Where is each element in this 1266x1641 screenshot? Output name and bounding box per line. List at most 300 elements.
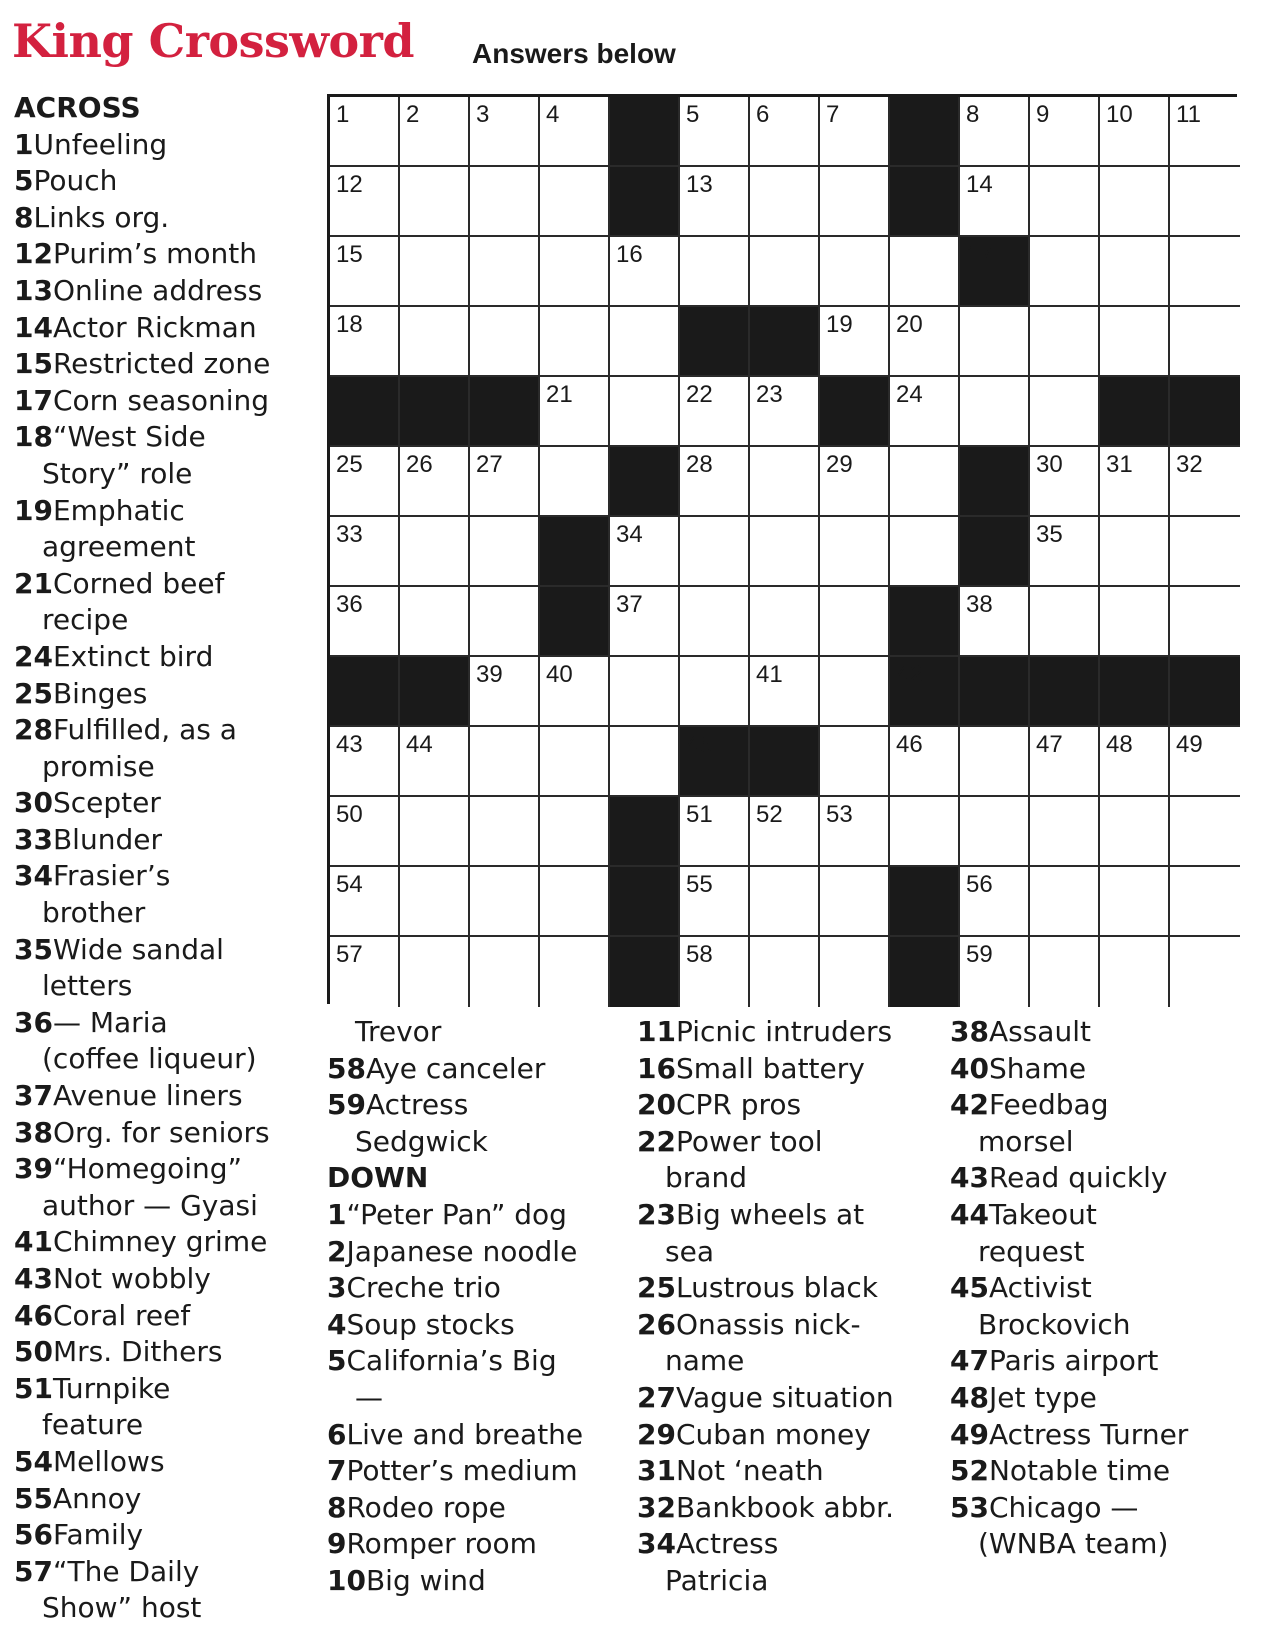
grid-cell[interactable] — [470, 167, 540, 237]
clue-number: 54 — [14, 1444, 53, 1478]
clue — [327, 1234, 617, 1271]
cell-number: 33 — [336, 521, 363, 548]
grid-cell[interactable] — [400, 937, 470, 1007]
grid-cell[interactable] — [1170, 517, 1240, 587]
cell-number: 46 — [896, 731, 923, 758]
clue-number: 21 — [14, 566, 53, 600]
clue — [14, 1444, 314, 1481]
cell-number: 47 — [1036, 731, 1063, 758]
clue — [637, 1417, 937, 1454]
cell-number: 6 — [756, 101, 770, 128]
clue-number: 18 — [14, 420, 53, 454]
cell-number: 13 — [686, 171, 713, 198]
grid-cell[interactable] — [330, 797, 400, 867]
grid-cell[interactable] — [540, 727, 610, 797]
grid-cell[interactable] — [330, 447, 400, 517]
clue-number: 46 — [14, 1298, 53, 1332]
clue-text: Unfeeling — [33, 127, 168, 161]
grid-cell[interactable] — [680, 377, 750, 447]
grid-cell[interactable] — [610, 237, 680, 307]
clue — [327, 1453, 617, 1490]
clue — [14, 1224, 314, 1261]
grid-cell[interactable] — [470, 237, 540, 307]
clue-number: 15 — [14, 347, 53, 381]
clue-number: 9 — [327, 1527, 347, 1561]
grid-cell[interactable] — [680, 517, 750, 587]
clue-text: Mrs. Dithers — [52, 1335, 223, 1369]
grid-cell[interactable] — [400, 797, 470, 867]
clue-number: 32 — [637, 1490, 676, 1524]
grid-cell[interactable] — [820, 587, 890, 657]
grid-black-square — [960, 657, 1030, 727]
clue-text: Japanese noodle — [346, 1234, 578, 1268]
clue — [14, 419, 314, 456]
grid-cell[interactable] — [1170, 307, 1240, 377]
clue-number: 5 — [327, 1344, 347, 1378]
grid-black-square — [1030, 657, 1100, 727]
grid-cell[interactable] — [540, 867, 610, 937]
grid-cell[interactable] — [400, 867, 470, 937]
grid-cell[interactable] — [1030, 517, 1100, 587]
grid-cell[interactable] — [540, 447, 610, 517]
grid-cell[interactable] — [820, 307, 890, 377]
grid-cell[interactable] — [750, 657, 820, 727]
clue — [14, 236, 314, 273]
grid-cell[interactable] — [1030, 167, 1100, 237]
grid-cell[interactable] — [1170, 727, 1240, 797]
clue — [327, 1490, 617, 1527]
clue-text: Actor Rickman — [52, 310, 257, 344]
grid-cell[interactable] — [610, 307, 680, 377]
clue-text: Chimney grime — [52, 1225, 268, 1259]
grid-black-square — [750, 307, 820, 377]
grid-cell[interactable] — [750, 167, 820, 237]
cell-number: 53 — [826, 801, 853, 828]
grid-black-square — [820, 377, 890, 447]
cell-number: 29 — [826, 451, 853, 478]
across-clue-column — [14, 90, 314, 1627]
grid-cell[interactable] — [1170, 447, 1240, 517]
clue-text: Vague situation — [675, 1380, 894, 1414]
cell-number: 27 — [476, 451, 503, 478]
clue-continuation: (coffee liqueur) — [42, 1042, 257, 1076]
clue-text: “The Daily — [52, 1554, 200, 1588]
cell-number: 43 — [336, 731, 363, 758]
grid-cell[interactable] — [610, 377, 680, 447]
grid-cell[interactable] — [680, 237, 750, 307]
clue-number: 38 — [14, 1115, 53, 1149]
grid-cell[interactable] — [400, 447, 470, 517]
clue-number: 58 — [327, 1051, 366, 1085]
grid-cell[interactable] — [540, 797, 610, 867]
clue-text: Cuban money — [675, 1417, 871, 1451]
clue — [950, 1270, 1250, 1307]
grid-cell[interactable] — [890, 237, 960, 307]
grid-black-square — [750, 727, 820, 797]
clue-text: Purim’s month — [52, 237, 257, 271]
grid-cell[interactable] — [1100, 867, 1170, 937]
grid-cell[interactable] — [890, 727, 960, 797]
clue-number: 27 — [637, 1380, 676, 1414]
clue-text: CPR pros — [675, 1088, 802, 1122]
clue — [950, 1087, 1250, 1124]
grid-cell[interactable] — [330, 867, 400, 937]
grid-black-square — [680, 307, 750, 377]
grid-cell[interactable] — [960, 727, 1030, 797]
grid-cell[interactable] — [1030, 587, 1100, 657]
cell-number: 49 — [1176, 731, 1203, 758]
grid-cell[interactable] — [330, 937, 400, 1007]
grid-cell[interactable] — [820, 97, 890, 167]
grid-cell[interactable] — [750, 517, 820, 587]
grid-cell[interactable] — [820, 727, 890, 797]
clue-text: Potter’s medium — [346, 1454, 578, 1488]
cell-number: 36 — [336, 591, 363, 618]
grid-cell[interactable] — [960, 867, 1030, 937]
grid-cell[interactable] — [1170, 867, 1240, 937]
clue-number: 7 — [327, 1454, 347, 1488]
clue-number: 25 — [637, 1271, 676, 1305]
grid-cell[interactable] — [540, 657, 610, 727]
grid-cell[interactable] — [1170, 937, 1240, 1007]
cell-number: 41 — [756, 661, 783, 688]
clue — [14, 1005, 314, 1042]
clue-continuation: brother — [42, 896, 146, 930]
grid-cell[interactable] — [680, 167, 750, 237]
grid-cell[interactable] — [1030, 447, 1100, 517]
grid-cell[interactable] — [540, 937, 610, 1007]
grid-cell[interactable] — [1100, 307, 1170, 377]
grid-cell[interactable] — [890, 307, 960, 377]
grid-cell[interactable] — [680, 97, 750, 167]
grid-cell[interactable] — [540, 237, 610, 307]
clue — [327, 1270, 617, 1307]
grid-cell[interactable] — [750, 867, 820, 937]
grid-cell[interactable] — [890, 377, 960, 447]
clue-number: 20 — [637, 1088, 676, 1122]
grid-cell[interactable] — [470, 937, 540, 1007]
section-heading: DOWN — [327, 1161, 429, 1195]
grid-cell[interactable] — [1030, 97, 1100, 167]
grid-cell[interactable] — [890, 797, 960, 867]
grid-cell[interactable] — [470, 867, 540, 937]
grid-cell[interactable] — [1030, 867, 1100, 937]
grid-black-square — [610, 167, 680, 237]
clue — [14, 1151, 314, 1188]
grid-cell[interactable] — [750, 937, 820, 1007]
grid-black-square — [680, 727, 750, 797]
clue — [14, 932, 314, 969]
clue-number: 5 — [14, 164, 34, 198]
clue-column-2 — [327, 1014, 617, 1600]
grid-cell[interactable] — [540, 307, 610, 377]
grid-cell[interactable] — [470, 307, 540, 377]
grid-cell[interactable] — [1100, 237, 1170, 307]
clue-continuation: (WNBA team) — [978, 1527, 1169, 1561]
grid-cell[interactable] — [400, 587, 470, 657]
clue-number: 40 — [950, 1051, 989, 1085]
clue — [637, 1051, 937, 1088]
grid-cell[interactable] — [750, 97, 820, 167]
grid-cell[interactable] — [540, 377, 610, 447]
grid-cell[interactable] — [330, 307, 400, 377]
grid-black-square — [610, 797, 680, 867]
clue-text: Power tool — [675, 1124, 823, 1158]
grid-cell[interactable] — [610, 727, 680, 797]
clue-text: “West Side — [52, 420, 206, 454]
clue-text: Small battery — [675, 1051, 865, 1085]
grid-cell[interactable] — [960, 587, 1030, 657]
clue-continuation: Sedgwick — [355, 1124, 488, 1158]
clue-number: 59 — [327, 1088, 366, 1122]
clue-number: 10 — [327, 1563, 366, 1597]
clue-text: Annoy — [52, 1481, 142, 1515]
grid-cell[interactable] — [750, 237, 820, 307]
clue-continuation: Patricia — [665, 1563, 769, 1597]
clue-number: 34 — [637, 1527, 676, 1561]
grid-cell[interactable] — [1100, 517, 1170, 587]
clue-number: 25 — [14, 676, 53, 710]
grid-cell[interactable] — [1100, 447, 1170, 517]
grid-cell[interactable] — [470, 657, 540, 727]
grid-cell[interactable] — [750, 587, 820, 657]
grid-black-square — [960, 237, 1030, 307]
grid-cell[interactable] — [1030, 727, 1100, 797]
clue — [950, 1343, 1250, 1380]
clue-text: Assault — [988, 1015, 1091, 1048]
clue-number: 6 — [327, 1417, 347, 1451]
grid-cell[interactable] — [1170, 587, 1240, 657]
grid-cell[interactable] — [680, 867, 750, 937]
clue-number: 43 — [14, 1262, 53, 1295]
grid-cell[interactable] — [400, 167, 470, 237]
cell-number: 26 — [406, 451, 433, 478]
grid-cell[interactable] — [680, 587, 750, 657]
cell-number: 23 — [756, 381, 783, 408]
cell-number: 45 — [686, 731, 713, 758]
cell-number: 56 — [966, 871, 993, 898]
grid-black-square — [890, 167, 960, 237]
clue-number: 26 — [637, 1307, 676, 1341]
grid-cell[interactable] — [1030, 377, 1100, 447]
grid-cell[interactable] — [960, 307, 1030, 377]
grid-cell[interactable] — [330, 237, 400, 307]
cell-number: 39 — [476, 661, 503, 688]
grid-black-square — [960, 447, 1030, 517]
cell-number: 28 — [686, 451, 713, 478]
grid-cell[interactable] — [750, 447, 820, 517]
clue — [14, 1554, 314, 1591]
grid-cell[interactable] — [330, 167, 400, 237]
clue-number: 24 — [14, 639, 53, 673]
grid-cell[interactable] — [680, 447, 750, 517]
clue — [14, 639, 314, 676]
clue-text: Chicago — — [988, 1490, 1139, 1524]
clue — [637, 1014, 937, 1051]
clue-text: Romper room — [346, 1527, 537, 1561]
clue — [637, 1307, 937, 1344]
clue — [14, 1334, 314, 1371]
grid-cell[interactable] — [610, 517, 680, 587]
grid-cell[interactable] — [470, 447, 540, 517]
grid-cell[interactable] — [890, 517, 960, 587]
grid-cell[interactable] — [960, 167, 1030, 237]
clue-number: 12 — [14, 237, 53, 271]
grid-cell[interactable] — [470, 587, 540, 657]
grid-cell[interactable] — [470, 97, 540, 167]
grid-cell[interactable] — [400, 517, 470, 587]
clue — [14, 566, 314, 603]
grid-cell[interactable] — [1100, 587, 1170, 657]
clue — [637, 1490, 937, 1527]
clue — [637, 1380, 937, 1417]
clue-text: Jet type — [988, 1380, 1097, 1414]
clue-text: California’s Big — [346, 1344, 557, 1378]
grid-cell[interactable] — [820, 867, 890, 937]
grid-cell[interactable] — [1100, 797, 1170, 867]
cell-number: 37 — [616, 591, 643, 618]
grid-cell[interactable] — [1170, 97, 1240, 167]
clue-text: Takeout — [988, 1197, 1097, 1231]
clue-number: 51 — [14, 1371, 53, 1405]
grid-black-square — [1170, 377, 1240, 447]
grid-cell[interactable] — [400, 237, 470, 307]
grid-cell[interactable] — [1030, 797, 1100, 867]
grid-cell[interactable] — [1100, 97, 1170, 167]
cell-number: 16 — [616, 241, 643, 268]
grid-cell[interactable] — [960, 377, 1030, 447]
cell-number: 3 — [476, 101, 490, 128]
grid-cell[interactable] — [1170, 167, 1240, 237]
grid-cell[interactable] — [470, 727, 540, 797]
clue-number: 33 — [14, 822, 53, 856]
cell-number: 22 — [686, 381, 713, 408]
grid-cell[interactable] — [820, 167, 890, 237]
grid-black-square — [1100, 377, 1170, 447]
clue — [637, 1453, 937, 1490]
grid-cell[interactable] — [610, 587, 680, 657]
clue-text: Extinct bird — [52, 639, 214, 673]
clue — [637, 1270, 937, 1307]
cell-number: 5 — [686, 101, 700, 128]
grid-cell[interactable] — [610, 657, 680, 727]
grid-cell[interactable] — [820, 447, 890, 517]
clue-text: Binges — [52, 676, 148, 710]
grid-cell[interactable] — [470, 797, 540, 867]
grid-cell[interactable] — [960, 797, 1030, 867]
grid-cell[interactable] — [960, 97, 1030, 167]
clue-text: Picnic intruders — [675, 1015, 893, 1048]
section-heading: ACROSS — [14, 91, 141, 124]
grid-cell[interactable] — [1100, 937, 1170, 1007]
grid-cell[interactable] — [1030, 307, 1100, 377]
grid-cell[interactable] — [1030, 937, 1100, 1007]
grid-cell[interactable] — [540, 97, 610, 167]
clue-text: Pouch — [33, 164, 118, 198]
clue — [327, 1307, 617, 1344]
grid-cell[interactable] — [820, 797, 890, 867]
clue-text: Frasier’s — [52, 859, 171, 893]
grid-cell[interactable] — [330, 587, 400, 657]
clue-continuation: author — Gyasi — [42, 1188, 258, 1222]
grid-cell[interactable] — [330, 727, 400, 797]
clue-number: 34 — [14, 859, 53, 893]
grid-cell[interactable] — [470, 517, 540, 587]
grid-cell[interactable] — [330, 97, 400, 167]
clue-number: 48 — [950, 1380, 989, 1414]
cell-number: 59 — [966, 941, 993, 968]
grid-cell[interactable] — [820, 937, 890, 1007]
grid-cell[interactable] — [820, 517, 890, 587]
clue — [637, 1124, 937, 1161]
clue — [14, 858, 314, 895]
grid-cell[interactable] — [330, 517, 400, 587]
grid-cell[interactable] — [1170, 237, 1240, 307]
cell-number: 52 — [756, 801, 783, 828]
clue-continuation: letters — [42, 969, 133, 1003]
grid-cell[interactable] — [890, 447, 960, 517]
clue-text: Big wind — [365, 1563, 486, 1597]
clue-continuation: Story” role — [42, 456, 193, 490]
grid-cell[interactable] — [1100, 727, 1170, 797]
clue-number: 45 — [950, 1271, 989, 1305]
clue-text: Mellows — [52, 1444, 165, 1478]
clue-number: 1 — [327, 1197, 347, 1231]
grid-cell[interactable] — [1030, 237, 1100, 307]
clue-text: Read quickly — [988, 1161, 1168, 1195]
cell-number: 40 — [546, 661, 573, 688]
grid-cell[interactable] — [820, 657, 890, 727]
grid-cell[interactable] — [680, 937, 750, 1007]
grid-cell[interactable] — [1100, 167, 1170, 237]
clue-text: Live and breathe — [346, 1417, 584, 1451]
clue — [950, 1160, 1250, 1197]
clue-continuation: morsel — [978, 1124, 1074, 1158]
clue — [950, 1453, 1250, 1490]
grid-cell[interactable] — [540, 167, 610, 237]
clue-number: 29 — [637, 1417, 676, 1451]
crossword-grid — [327, 94, 1237, 1004]
grid-cell[interactable] — [750, 797, 820, 867]
grid-black-square — [540, 587, 610, 657]
clue-text: Online address — [52, 273, 263, 307]
grid-cell[interactable] — [400, 307, 470, 377]
grid-cell[interactable] — [400, 727, 470, 797]
clue-continuation: recipe — [42, 603, 129, 637]
clue-text: Wide sandal — [52, 932, 224, 966]
clue-number: 1 — [14, 127, 34, 161]
clue — [950, 1051, 1250, 1088]
grid-cell[interactable] — [1170, 797, 1240, 867]
cell-number: 18 — [336, 311, 363, 338]
cell-number: 42 — [896, 661, 923, 688]
grid-cell[interactable] — [750, 377, 820, 447]
clue-text: Scepter — [52, 786, 161, 820]
clue — [327, 1417, 617, 1454]
grid-cell[interactable] — [400, 97, 470, 167]
grid-cell[interactable] — [820, 237, 890, 307]
clue-number: 38 — [950, 1015, 989, 1048]
clue-text: — Maria — [52, 1005, 168, 1039]
grid-black-square — [890, 587, 960, 657]
grid-cell[interactable] — [960, 937, 1030, 1007]
clue-text: Restricted zone — [52, 347, 271, 381]
clue-number: 52 — [950, 1454, 989, 1488]
grid-cell[interactable] — [680, 797, 750, 867]
grid-black-square — [330, 657, 400, 727]
grid-cell[interactable] — [680, 657, 750, 727]
cell-number: 9 — [1036, 101, 1050, 128]
